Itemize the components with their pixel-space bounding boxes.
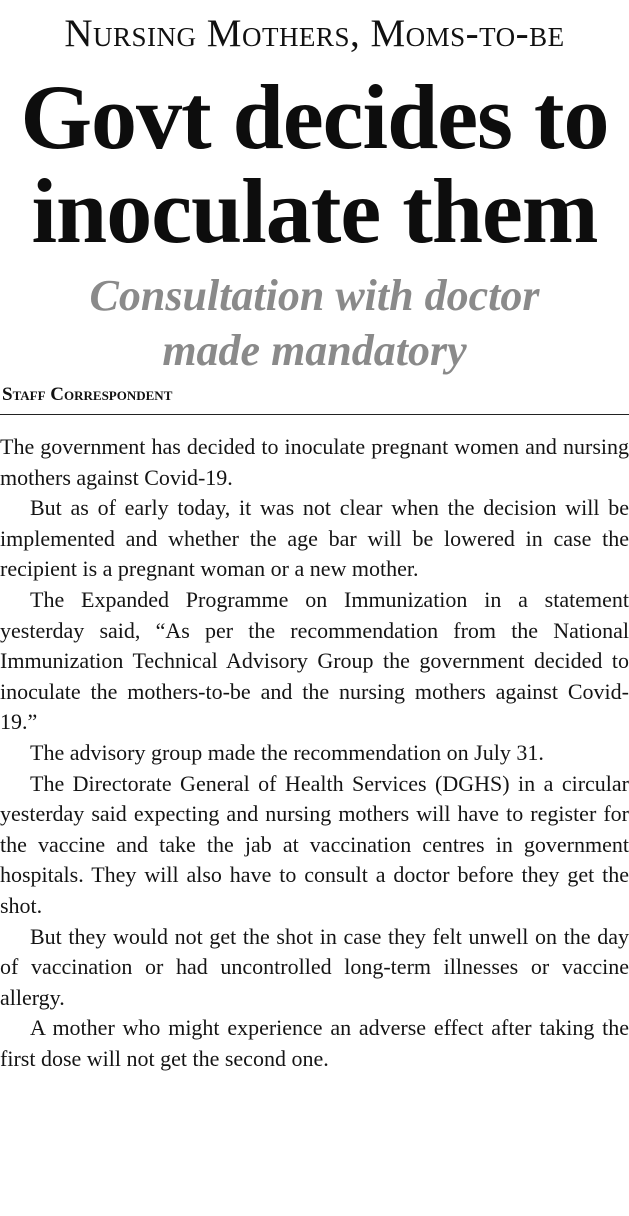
headline-line-1: Govt decides to <box>20 66 609 168</box>
kicker: Nursing Mothers, Moms-to-be <box>64 12 565 55</box>
headline-line-2: inoculate them <box>31 160 598 262</box>
paragraph-5: The Directorate General of Health Services (DGHS) in a circular yesterday said expecting and nursing mothers will have to register for the vaccine and take the jab at vaccination centres in government hospitals. They will also have to consult a doctor before they get the shot. <box>0 770 629 918</box>
paragraph-6: But they would not get the shot in case they felt unwell on the day of vaccination or had uncontrolled long-term illnesses or vaccine allergy. <box>0 923 629 1010</box>
paragraph-4: The advisory group made the recommendation on July 31. <box>30 739 544 765</box>
headline <box>0 66 629 262</box>
paragraph-1: The government has decided to inoculate pregnant women and nursing mothers against Covid-19. <box>0 434 629 490</box>
paragraph-7: A mother who might experience an adverse effect after taking the first dose will not get the second one. <box>0 1015 629 1071</box>
subheadline-line-2: made mandatory <box>162 326 467 375</box>
subheadline-line-1: Consultation with doctor <box>89 271 540 320</box>
byline: Staff Correspondent <box>2 384 173 405</box>
subheadline <box>0 268 629 378</box>
paragraph-3: The Expanded Programme on Immunization in a statement yesterday said, “As per the recommendation from the National Immunization Technical Advisory Group the government decided to inoculate the mothers-to-be and the nursing mothers against Covid-19.” <box>0 586 629 735</box>
paragraph-2: But as of early today, it was not clear when the decision will be implemented and whether the age bar will be lowered in case the recipient is a pregnant woman or a new mother. <box>0 495 629 582</box>
article-body <box>0 432 629 1074</box>
divider-rule <box>0 414 629 415</box>
